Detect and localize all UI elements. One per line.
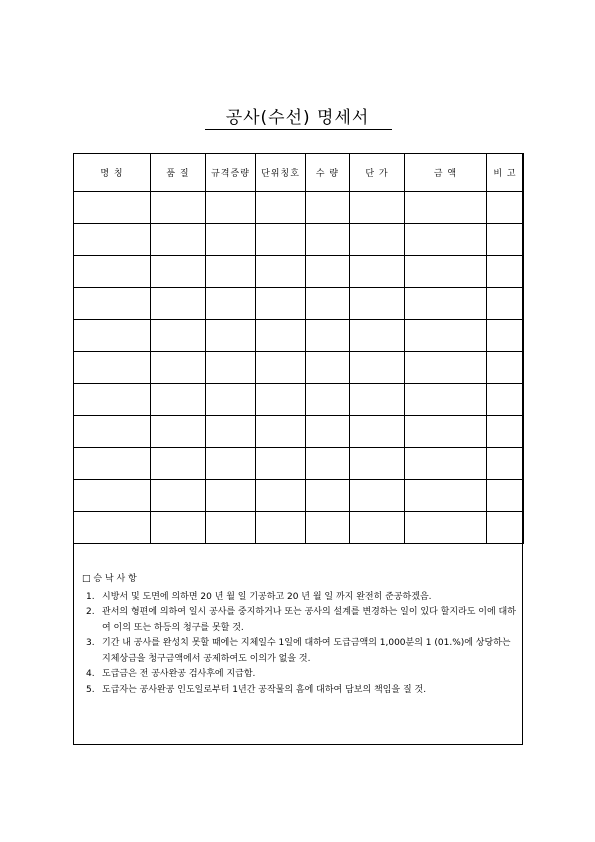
- table-cell[interactable]: [350, 512, 405, 544]
- table-cell[interactable]: [256, 512, 306, 544]
- table-cell[interactable]: [350, 192, 405, 224]
- note-number: 4.: [86, 669, 95, 679]
- table-cell[interactable]: [487, 416, 524, 448]
- table-cell[interactable]: [487, 192, 524, 224]
- header-spec: 규격증량: [206, 154, 256, 192]
- notes-section: [82, 572, 518, 698]
- table-cell[interactable]: [306, 416, 350, 448]
- table-cell[interactable]: [350, 288, 405, 320]
- note-number: 3.: [86, 638, 95, 648]
- document-title: 공사(수선) 명세서: [225, 108, 370, 128]
- note-item: [82, 605, 518, 636]
- table-cell[interactable]: [487, 320, 524, 352]
- header-unit-price: 단 가: [350, 154, 405, 192]
- table-row: [74, 416, 524, 448]
- table-cell[interactable]: [350, 480, 405, 512]
- table-cell[interactable]: [306, 352, 350, 384]
- table-cell[interactable]: [74, 416, 151, 448]
- header-remarks: 비 고: [487, 154, 524, 192]
- table-cell[interactable]: [405, 480, 487, 512]
- table-cell[interactable]: [405, 288, 487, 320]
- table-cell[interactable]: [256, 224, 306, 256]
- table-cell[interactable]: [206, 416, 256, 448]
- table-cell[interactable]: [487, 288, 524, 320]
- note-number: 1.: [86, 591, 95, 602]
- table-cell[interactable]: [206, 288, 256, 320]
- table-cell[interactable]: [206, 320, 256, 352]
- table-cell[interactable]: [350, 352, 405, 384]
- note-item: [82, 636, 518, 667]
- table-row: [74, 224, 524, 256]
- table-cell[interactable]: [74, 288, 151, 320]
- table-cell[interactable]: [256, 192, 306, 224]
- note-number: 2.: [86, 607, 95, 617]
- table-cell[interactable]: [350, 448, 405, 480]
- table-cell[interactable]: [487, 256, 524, 288]
- notes-list: [82, 590, 518, 699]
- table-header-row: [74, 154, 524, 192]
- table-cell[interactable]: [256, 416, 306, 448]
- table-cell[interactable]: [74, 384, 151, 416]
- table-cell[interactable]: [74, 448, 151, 480]
- table-cell[interactable]: [74, 192, 151, 224]
- table-cell[interactable]: [405, 256, 487, 288]
- table-cell[interactable]: [306, 512, 350, 544]
- table-cell[interactable]: [306, 384, 350, 416]
- table-cell[interactable]: [405, 416, 487, 448]
- table-cell[interactable]: [151, 480, 206, 512]
- table-cell[interactable]: [206, 480, 256, 512]
- table-cell[interactable]: [306, 224, 350, 256]
- table-cell[interactable]: [405, 192, 487, 224]
- table-cell[interactable]: [151, 288, 206, 320]
- header-amount: 금 액: [405, 154, 487, 192]
- table-cell[interactable]: [487, 352, 524, 384]
- note-text: 도급금은 전 공사완공 검사후에 지급함.: [102, 669, 256, 679]
- table-row: [74, 192, 524, 224]
- table-cell[interactable]: [306, 320, 350, 352]
- header-quality: 품 질: [151, 154, 206, 192]
- notes-heading: □ 승 낙 사 항: [82, 574, 137, 584]
- table-cell[interactable]: [151, 416, 206, 448]
- table-cell[interactable]: [405, 352, 487, 384]
- spec-table: [73, 153, 524, 544]
- table-cell[interactable]: [306, 288, 350, 320]
- header-unit: 단위칭호: [256, 154, 306, 192]
- table-cell[interactable]: [151, 512, 206, 544]
- table-cell[interactable]: [206, 384, 256, 416]
- table-cell[interactable]: [256, 448, 306, 480]
- table-row: [74, 512, 524, 544]
- table-cell[interactable]: [151, 256, 206, 288]
- table-cell[interactable]: [151, 320, 206, 352]
- table-cell[interactable]: [206, 256, 256, 288]
- table-cell[interactable]: [350, 224, 405, 256]
- note-text: 관서의 형편에 의하여 일시 공사를 중지하거나 또는 공사의 설계를 변경하는 일이 있다 할지라도 이에 대하여 이의 또는 하등의 청구를 못할 것.: [102, 607, 516, 633]
- table-cell[interactable]: [405, 512, 487, 544]
- table-cell[interactable]: [256, 352, 306, 384]
- table-cell[interactable]: [256, 288, 306, 320]
- table-cell[interactable]: [74, 224, 151, 256]
- table-cell[interactable]: [151, 224, 206, 256]
- note-text: 시방서 및 도면에 의하면 20 년 월 일 기공하고 20 년 월 일 까지 완전히 준공하겠음.: [102, 591, 432, 602]
- table-cell[interactable]: [74, 512, 151, 544]
- table-cell[interactable]: [206, 224, 256, 256]
- table-cell[interactable]: [74, 352, 151, 384]
- table-cell[interactable]: [405, 320, 487, 352]
- table-cell[interactable]: [487, 448, 524, 480]
- table-cell[interactable]: [405, 448, 487, 480]
- table-cell[interactable]: [350, 256, 405, 288]
- table-cell[interactable]: [256, 320, 306, 352]
- table-cell[interactable]: [74, 256, 151, 288]
- table-cell[interactable]: [74, 320, 151, 352]
- table-cell[interactable]: [350, 416, 405, 448]
- table-cell[interactable]: [487, 384, 524, 416]
- table-row: [74, 256, 524, 288]
- header-quantity: 수 량: [306, 154, 350, 192]
- table-row: [74, 288, 524, 320]
- table-cell[interactable]: [487, 512, 524, 544]
- note-item: [82, 667, 518, 683]
- table-cell[interactable]: [487, 224, 524, 256]
- note-text: 기간 내 공사를 완성치 못할 때에는 지체일수 1일에 대하여 도급금액의 1,000분의 1 (01.%)에 상당하는 지체상금을 청구금액에서 공제하여도 이의가 없을 것.: [102, 638, 511, 664]
- table-cell[interactable]: [206, 448, 256, 480]
- note-item: [82, 590, 518, 606]
- table-cell[interactable]: [206, 192, 256, 224]
- table-row: [74, 448, 524, 480]
- table-cell[interactable]: [306, 192, 350, 224]
- table-cell[interactable]: [306, 448, 350, 480]
- note-item: [82, 683, 518, 699]
- table-cell[interactable]: [306, 256, 350, 288]
- note-text: 도급자는 공사완공 인도일로부터 1년간 공작물의 흠에 대하여 담보의 책임을 질 것.: [102, 684, 427, 695]
- table-cell[interactable]: [151, 448, 206, 480]
- table-cell[interactable]: [151, 192, 206, 224]
- table-cell[interactable]: [151, 352, 206, 384]
- table-cell[interactable]: [350, 320, 405, 352]
- note-number: 5.: [86, 684, 95, 695]
- table-cell[interactable]: [206, 512, 256, 544]
- table-cell[interactable]: [256, 480, 306, 512]
- title-underline: [205, 129, 392, 130]
- table-row: [74, 352, 524, 384]
- table-cell[interactable]: [405, 224, 487, 256]
- header-name: 명 칭: [74, 154, 151, 192]
- table-row: [74, 384, 524, 416]
- table-cell[interactable]: [487, 480, 524, 512]
- table-cell[interactable]: [256, 384, 306, 416]
- table-cell[interactable]: [256, 256, 306, 288]
- table-cell[interactable]: [306, 480, 350, 512]
- table-row: [74, 480, 524, 512]
- table-cell[interactable]: [350, 384, 405, 416]
- table-cell[interactable]: [74, 480, 151, 512]
- table-row: [74, 320, 524, 352]
- table-cell[interactable]: [206, 352, 256, 384]
- table-cell[interactable]: [151, 384, 206, 416]
- table-cell[interactable]: [405, 384, 487, 416]
